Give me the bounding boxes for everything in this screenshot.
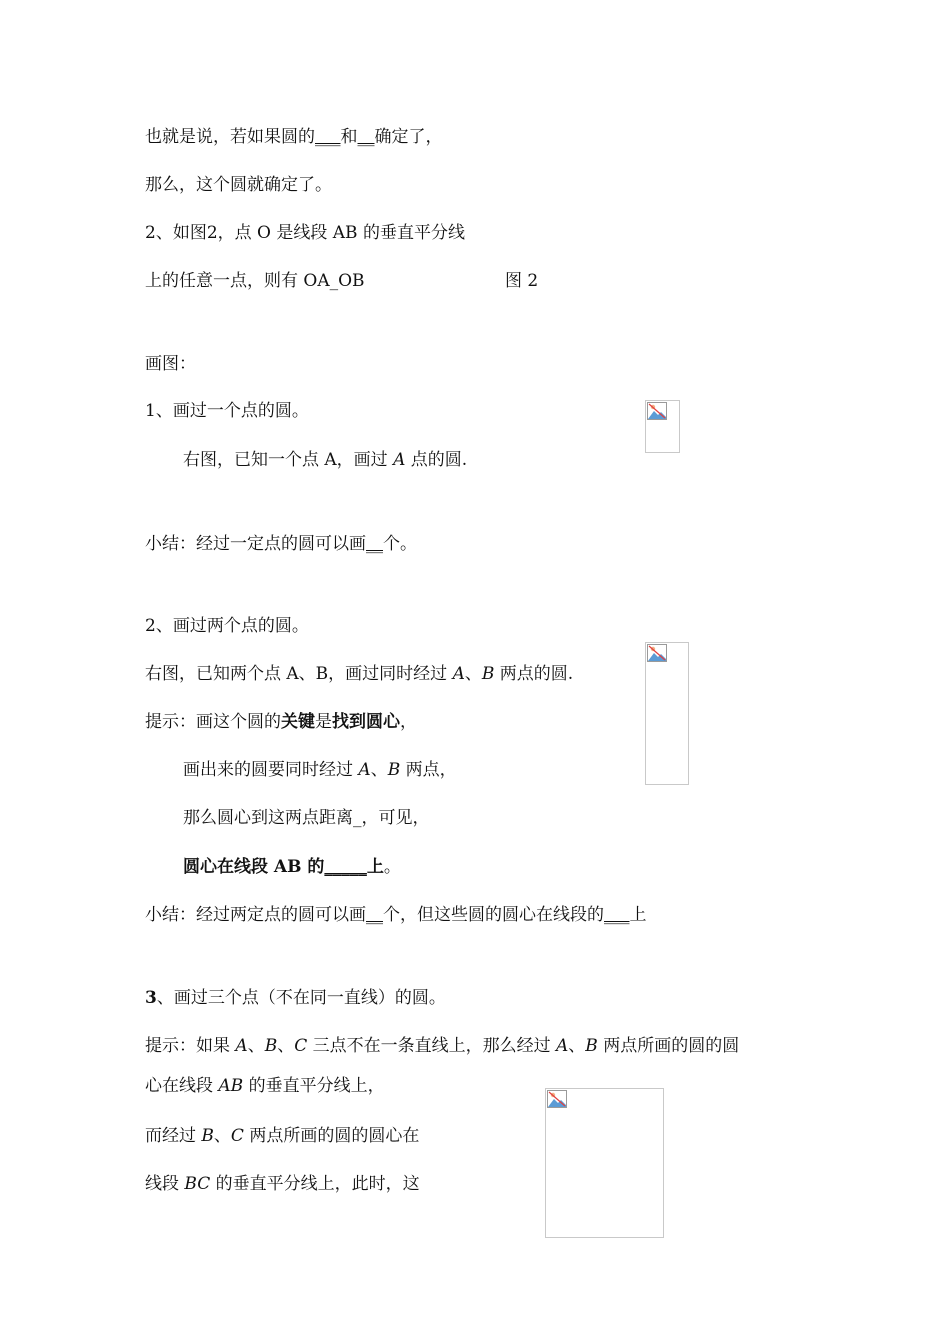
- text-line-9: 2、画过两个点的圆。: [145, 616, 309, 636]
- image-placeholder-2: [645, 642, 689, 785]
- hint-line-8: 线段 BC 的垂直平分线上，此时，这: [145, 1174, 420, 1194]
- hint-line-7: 而经过 B、C 两点所画的圆的圆心在: [145, 1126, 420, 1146]
- summary-line-1: 小结：经过一定点的圆可以画__个。: [145, 534, 417, 554]
- hint-line-1: 提示：画这个圆的关键是找到圆心，: [145, 712, 417, 732]
- hint-line-5: 提示：如果 A、B、C 三点不在一条直线上，那么经过 A、B 两点所画的圆的圆: [145, 1036, 740, 1056]
- summary-line-2: 小结：经过两定点的圆可以画__个，但这些圆的圆心在线段的___上: [145, 905, 647, 925]
- hint-line-2: 画出来的圆要同时经过 A、B 两点，: [183, 760, 457, 780]
- text-line-10: 右图，已知两个点 A、B，画过同时经过 A、B 两点的圆.: [145, 664, 574, 684]
- image-placeholder-3: [545, 1088, 664, 1238]
- hint-line-6: 心在线段 AB 的垂直平分线上，: [145, 1076, 385, 1096]
- text-line-4: 上的任意一点，则有 OA_OB: [145, 271, 365, 291]
- hint-line-4: 圆心在线段 AB 的_____上。: [183, 857, 401, 877]
- text-line-2: 那么，这个圆就确定了。: [145, 175, 332, 195]
- text-line-6: 1、画过一个点的圆。: [145, 401, 309, 421]
- text-line-3: 2、如图2，点 O 是线段 AB 的垂直平分线: [145, 223, 465, 243]
- broken-image-icon: [647, 644, 667, 662]
- text-line-1: 也就是说，若如果圆的___和__确定了，: [145, 127, 443, 147]
- image-placeholder-1: [645, 400, 680, 453]
- figure-label-2: 图 2: [505, 271, 539, 291]
- section-heading-draw: 画图：: [145, 354, 196, 374]
- broken-image-icon: [647, 402, 667, 420]
- broken-image-icon: [547, 1090, 567, 1108]
- text-line-7: 右图，已知一个点 A，画过 A 点的圆.: [183, 450, 468, 470]
- text-line-16: 3、画过三个点（不在同一直线）的圆。: [145, 988, 446, 1008]
- hint-line-3: 那么圆心到这两点距离_，可见，: [183, 808, 430, 828]
